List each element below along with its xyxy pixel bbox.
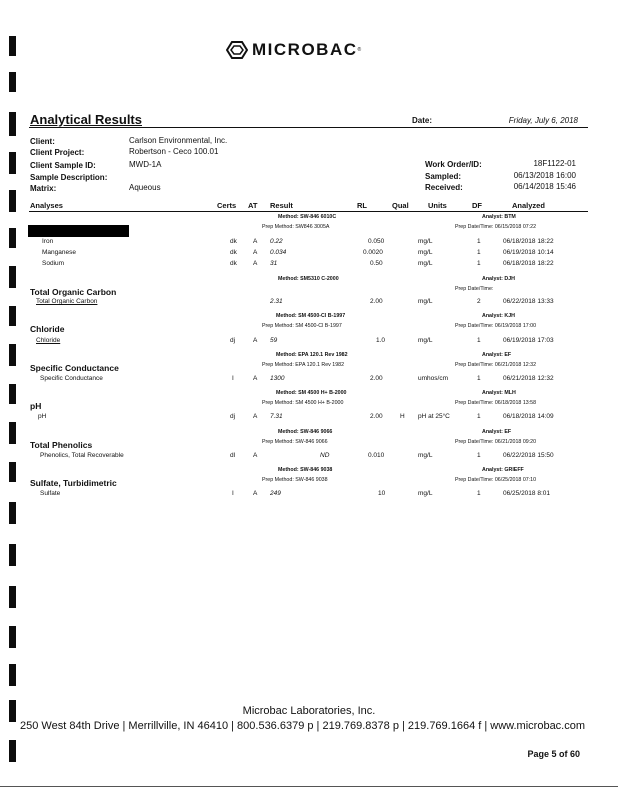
prep-method-label: Prep Method: SW-846 9038 bbox=[262, 477, 328, 483]
prep-datetime-label: Prep Date/Time: 06/21/2018 12:32 bbox=[455, 362, 537, 368]
result-value: 59 bbox=[270, 337, 278, 344]
date-label: Date: bbox=[412, 116, 433, 125]
binder-hole bbox=[9, 306, 16, 326]
at-value: A bbox=[253, 375, 258, 382]
client-sample-id-value: MWD-1A bbox=[129, 160, 162, 169]
certs-value: dk bbox=[230, 260, 237, 267]
binder-hole bbox=[9, 228, 16, 248]
column-header-analyses: Analyses bbox=[30, 201, 63, 210]
units-value: mg/L bbox=[418, 337, 433, 344]
df-value: 1 bbox=[477, 238, 481, 245]
analyte-name: Sodium bbox=[42, 260, 65, 267]
method-label: Method: SM 4500 H+ B-2000 bbox=[276, 390, 347, 396]
analyte-name: Phenolics, Total Recoverable bbox=[40, 452, 124, 459]
result-value: 2.31 bbox=[270, 298, 283, 305]
method-label: Method: SM5310 C-2000 bbox=[278, 276, 339, 282]
work-order-label: Work Order/ID: bbox=[425, 160, 482, 169]
units-value: mg/L bbox=[418, 490, 433, 497]
matrix-value: Aqueous bbox=[129, 183, 161, 192]
column-header-certs: Certs bbox=[217, 201, 237, 210]
footer-company: Microbac Laboratories, Inc. bbox=[242, 705, 376, 717]
redacted-block bbox=[28, 225, 129, 237]
at-value: A bbox=[253, 337, 258, 344]
rl-value: 2.00 bbox=[370, 375, 383, 382]
analyte-name: Manganese bbox=[42, 249, 76, 256]
column-header-analyzed: Analyzed bbox=[512, 201, 545, 210]
analyte-label: Chloride bbox=[36, 337, 61, 344]
method-label: Method: SM 4500-Cl B-1997 bbox=[276, 313, 346, 319]
prep-datetime-label: Prep Date/Time: 06/18/2018 13:58 bbox=[455, 400, 537, 406]
analyst-label: Analyst: BTM bbox=[482, 214, 516, 220]
binder-hole bbox=[9, 112, 16, 136]
binder-hole bbox=[9, 502, 16, 524]
df-value: 1 bbox=[477, 337, 481, 344]
df-value: 1 bbox=[477, 249, 481, 256]
binder-hole bbox=[9, 72, 16, 92]
binder-hole bbox=[9, 626, 16, 648]
prep-method-label: Prep Method: SW-846 9066 bbox=[262, 439, 328, 445]
client-value: Carlson Environmental, Inc. bbox=[129, 136, 228, 145]
units-value: mg/L bbox=[418, 249, 433, 256]
binder-hole bbox=[9, 462, 16, 482]
units-value: mg/L bbox=[418, 260, 433, 267]
rl-value: 1.0 bbox=[376, 337, 386, 344]
binder-hole bbox=[9, 384, 16, 404]
section-title-total-phenolics: Total Phenolics bbox=[30, 440, 93, 450]
client-project-label: Client Project: bbox=[30, 148, 85, 157]
result-value: ND bbox=[320, 452, 330, 459]
units-value: mg/L bbox=[418, 298, 433, 305]
binder-hole bbox=[9, 190, 16, 212]
at-value: A bbox=[253, 413, 258, 420]
units-value: mg/L bbox=[418, 238, 433, 245]
method-label: Method: SW-846 6010C bbox=[278, 214, 337, 220]
prep-method-label: Prep Method: SM 4500-Cl B-1997 bbox=[262, 323, 342, 329]
certs-value: dl bbox=[230, 452, 236, 459]
page-title: Analytical Results bbox=[30, 112, 142, 127]
result-value: 249 bbox=[270, 490, 281, 497]
binder-hole bbox=[9, 152, 16, 174]
logo-text: MICROBAC bbox=[252, 40, 358, 59]
certs-value: I bbox=[232, 375, 234, 382]
df-value: 1 bbox=[477, 490, 481, 497]
analyst-label: Analyst: KJH bbox=[482, 313, 515, 319]
prep-datetime-label: Prep Date/Time: 06/15/2018 07:22 bbox=[455, 224, 537, 230]
matrix-label: Matrix: bbox=[30, 184, 57, 193]
df-value: 1 bbox=[477, 413, 481, 420]
analyzed-value: 06/21/2018 12:32 bbox=[503, 375, 554, 382]
column-header-at: AT bbox=[248, 201, 258, 210]
analyzed-value: 06/19/2018 10:14 bbox=[503, 249, 554, 256]
analyzed-value: 06/18/2018 18:22 bbox=[503, 260, 554, 267]
footer-address: 250 West 84th Drive | Merrillville, IN 46410 | 800.536.6379 p | 219.769.8378 p | 219.769.1664 f | www.microbac.com bbox=[20, 720, 586, 732]
certs-value: dk bbox=[230, 238, 237, 245]
qual-value: H bbox=[400, 413, 405, 420]
title-rule bbox=[29, 127, 588, 128]
analyzed-value: 06/19/2018 17:03 bbox=[503, 337, 554, 344]
analyzed-value: 06/18/2018 14:09 bbox=[503, 413, 554, 420]
rl-value: 2.00 bbox=[370, 298, 383, 305]
at-value: A bbox=[253, 260, 258, 267]
binder-hole bbox=[9, 422, 16, 444]
column-header-units: Units bbox=[428, 201, 447, 210]
analyst-label: Analyst: EF bbox=[482, 352, 512, 358]
section-title-sulfate: Sulfate, Turbidimetric bbox=[30, 478, 117, 488]
at-value: A bbox=[253, 249, 258, 256]
bottom-rule bbox=[0, 786, 618, 787]
df-value: 1 bbox=[477, 375, 481, 382]
rl-value: 0.050 bbox=[368, 238, 385, 245]
prep-datetime-label: Prep Date/Time: 06/19/2018 17:00 bbox=[455, 323, 537, 329]
sampled-label: Sampled: bbox=[425, 172, 462, 181]
rl-value: 0.50 bbox=[370, 260, 383, 267]
method-label: Method: SW-846 9038 bbox=[278, 467, 333, 473]
analyte-name: pH bbox=[38, 413, 47, 420]
analyst-label: Analyst: GRIEFF bbox=[482, 467, 524, 473]
result-value: 0.034 bbox=[270, 249, 287, 256]
logo-mark: ® bbox=[357, 47, 363, 53]
units-value: mg/L bbox=[418, 452, 433, 459]
sampled-value: 06/13/2018 16:00 bbox=[513, 171, 576, 180]
rl-value: 0.010 bbox=[368, 452, 385, 459]
analyst-label: Analyst: MLH bbox=[482, 390, 516, 396]
binder-hole bbox=[9, 266, 16, 288]
units-value: pH at 25°C bbox=[418, 413, 450, 420]
prep-method-label: Prep Method: SW846 3005A bbox=[262, 224, 330, 230]
certs-value: dk bbox=[230, 249, 237, 256]
page-number: Page 5 of 60 bbox=[527, 749, 580, 759]
analyzed-value: 06/22/2018 15:50 bbox=[503, 452, 554, 459]
certs-value: dj bbox=[230, 413, 236, 420]
result-value: 7.31 bbox=[270, 413, 283, 420]
received-label: Received: bbox=[425, 183, 463, 192]
result-value: 31 bbox=[270, 260, 278, 267]
analyzed-value: 06/25/2018 8:01 bbox=[503, 490, 550, 497]
certs-value: dj bbox=[230, 337, 236, 344]
section-title-specific-conductance: Specific Conductance bbox=[30, 363, 119, 373]
column-header-rule bbox=[29, 211, 588, 212]
microbac-hexagon-icon bbox=[226, 41, 248, 59]
at-value: A bbox=[253, 238, 258, 245]
client-label: Client: bbox=[30, 137, 55, 146]
client-sample-id-label: Client Sample ID: bbox=[30, 161, 96, 170]
df-value: 1 bbox=[477, 452, 481, 459]
at-value: A bbox=[253, 490, 258, 497]
result-value: 0.22 bbox=[270, 238, 283, 245]
analyte-name: Specific Conductance bbox=[40, 375, 103, 382]
at-value: A bbox=[253, 452, 258, 459]
method-label: Method: SW-846 9066 bbox=[278, 429, 333, 435]
df-value: 1 bbox=[477, 260, 481, 267]
rl-value: 10 bbox=[378, 490, 386, 497]
binder-hole bbox=[9, 740, 16, 762]
result-value: 1300 bbox=[270, 375, 285, 382]
binder-hole bbox=[9, 664, 16, 686]
analyte-label: Total Organic Carbon bbox=[36, 298, 98, 305]
analyte-name: Sulfate bbox=[40, 490, 61, 497]
section-title-chloride: Chloride bbox=[30, 324, 65, 334]
analyst-label: Analyst: EF bbox=[482, 429, 512, 435]
analyte-name: Iron bbox=[42, 238, 54, 245]
prep-datetime-label: Prep Date/Time: 06/21/2018 09:20 bbox=[455, 439, 537, 445]
prep-datetime-label: Prep Date/Time: 06/25/2018 07:10 bbox=[455, 477, 537, 483]
prep-method-label: Prep Method: EPA 120.1 Rev 1982 bbox=[262, 362, 345, 368]
received-value: 06/14/2018 15:46 bbox=[513, 182, 576, 191]
column-header-df: DF bbox=[472, 201, 482, 210]
df-value: 2 bbox=[477, 298, 481, 305]
date-value: Friday, July 6, 2018 bbox=[508, 116, 578, 125]
column-header-result: Result bbox=[270, 201, 293, 210]
binder-hole bbox=[9, 344, 16, 366]
binder-hole bbox=[9, 36, 16, 56]
binder-hole bbox=[9, 586, 16, 608]
microbac-logo bbox=[226, 40, 363, 60]
analyte-name bbox=[36, 298, 97, 305]
client-project-value: Robertson - Ceco 100.01 bbox=[129, 147, 219, 156]
analyst-label: Analyst: DJH bbox=[482, 276, 515, 282]
section-title-ph: pH bbox=[30, 401, 42, 411]
column-header-qual: Qual bbox=[392, 201, 409, 210]
certs-value: I bbox=[232, 490, 234, 497]
method-label: Method: EPA 120.1 Rev 1982 bbox=[276, 352, 348, 358]
rl-value: 2.00 bbox=[370, 413, 383, 420]
prep-method-label: Prep Method: SM 4500 H+ B-2000 bbox=[262, 400, 344, 406]
analyte-name bbox=[36, 337, 60, 344]
analyzed-value: 06/18/2018 18:22 bbox=[503, 238, 554, 245]
analyzed-value: 06/22/2018 13:33 bbox=[503, 298, 554, 305]
work-order-value: 18F1122-01 bbox=[533, 159, 576, 168]
section-title-toc: Total Organic Carbon bbox=[30, 287, 117, 297]
rl-value: 0.0020 bbox=[363, 249, 383, 256]
column-header-rl: RL bbox=[357, 201, 367, 210]
sample-description-label: Sample Description: bbox=[30, 173, 108, 182]
units-value: umhos/cm bbox=[418, 375, 448, 382]
binder-hole bbox=[9, 544, 16, 566]
prep-datetime-label: Prep Date/Time: bbox=[455, 286, 494, 292]
